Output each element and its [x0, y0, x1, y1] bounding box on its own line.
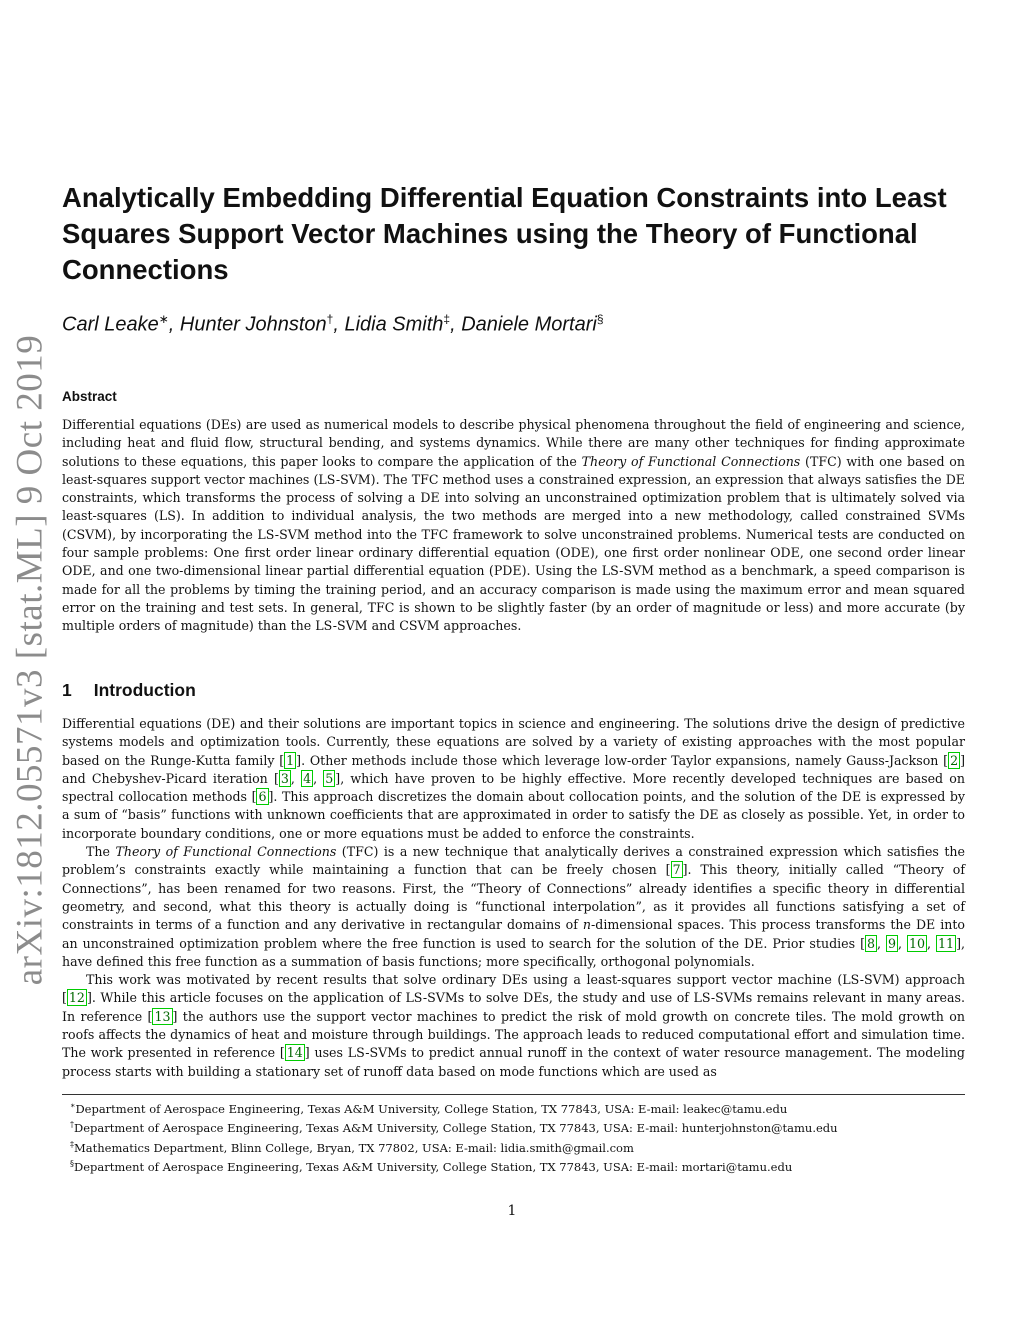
paragraph-text: uses LS-SVMs to predict annual runoff in the context of water resource management. The modeling process starts with building a stationary set of runoff data based on mode functions which are used as — [62, 1045, 965, 1079]
paragraph-text: . This approach discretizes the domain about collocation points, and the solution of the DE is expressed by a sum of “basis” functions with unknown coefficients that are approximated in order to satisfy the DE as closely as possible. Yet, in order to incorporate boundary conditions, one or more equations must be added to enforce the constraints. — [62, 789, 965, 841]
footnote-mark: † — [70, 1120, 74, 1130]
abstract-emphasis: Theory of Functional Connections — [581, 453, 801, 469]
author-mark: ‡ — [443, 312, 451, 326]
paragraph-text: (TFC) is a new technique that analytically derives a constrained expression which satisfies the problem’s constraints exactly while maintaining a function that can be freely chosen — [62, 844, 965, 878]
paragraph-text: . This theory, initially called “Theory of Connections”, has been renamed for two reasons. First, the “Theory of Connections” already identifies a specific theory in differential geometry, and second, what this theory is actually doing is “functional interpolation”, as it provides all functions satisfying a set of constraints in terms of a function and any derivative in rectangular domains of — [62, 862, 965, 933]
citation-link[interactable]: 9 — [888, 935, 897, 951]
introduction-body — [62, 715, 965, 1081]
footnote — [62, 1137, 965, 1156]
abstract-text: (TFC) with one based on least-squares support vector machines (LS-SVM). The TFC method uses a constrained expression, an expression that always satisfies the DE constraints, which transforms the process of solving a DE into solving an unconstrained optimization problem that is ultimately solved via least-squares (LS). In addition to individual analysis, the two methods are merged into a new methodology, called constrained SVMs (CSVM), by incorporating the LS-SVM method into the TFC framework to solve unconstrained problems. Numerical tests are conducted on four sample problems: One first order linear ordinary differential equation (ODE), one first order nonlinear ODE, one second order linear ODE, and one two-dimensional linear partial differential equation (PDE). Using the LS-SVM method as a benchmark, a speed comparison is made for all the problems by timing the training period, and an accuracy comparison is made using the maximum error and mean squared error on the training and test sets. In general, TFC is shown to be slightly faster (by an order of magnitude or less) and more accurate (by multiple orders of magnitude) than the LS-SVM and CSVM approaches. — [62, 453, 965, 634]
footnote-text: Mathematics Department, Blinn College, Bryan, TX 77802, USA: E-mail: lidia.smith@gmail.com — [74, 1140, 634, 1155]
footnote-mark: ‡ — [70, 1139, 74, 1149]
arxiv-stamp — [0, 334, 60, 986]
footnote-text: Department of Aerospace Engineering, Texas A&M University, College Station, TX 77843, USA: E-mail: mortari@tamu.edu — [74, 1159, 793, 1174]
author-mark: ∗ — [158, 312, 169, 326]
paragraph: This work was motivated by recent results that solve ordinary DEs using a least-squares support vector machine (LS-SVM) approach [ 12 ]. While this article focuses on the application of LS-SVMs to solve DEs, the study and use of LS-SVMs remains relevant in many areas. In reference [ 13 ] the authors use the support vector machines to predict the risk of mold growth on concrete tiles. The mold growth on roofs affects the dynamics of heat and moisture through buildings. The approach leads to reduced computational effort and simulation time. The work presented in reference [ 14 ] uses LS-SVMs to predict annual runoff in the context of water resource management. The modeling process starts with building a stationary set of runoff data based on mode functions which are used as — [62, 972, 965, 1079]
author-mark: † — [326, 312, 334, 326]
author-mark: § — [596, 312, 604, 326]
paragraph: Differential equations (DE) and their solutions are important topics in science and engineering. The solutions drive the design of predictive systems models and optimization tools. Currently, these equations are solved by a variety of existing approaches with the most popular based on the Runge-Kutta family [ 1 ]. Other methods include those which leverage low-order Taylor expansions, namely Gauss-Jackson [ 2 ] and Chebyshev-Picard iteration [ 3 , 4 , 5 ], which have proven to be highly effective. More recently developed techniques are based on spectral collocation methods [ 6 ]. This approach discretizes the domain about collocation points, and the solution of the DE is expressed by a sum of “basis” functions with unknown coefficients that are approximated in order to satisfy the DE as closely as possible. Yet, in order to incorporate boundary conditions, one or more equations must be added to enforce the constraints. — [62, 716, 965, 841]
footnotes — [62, 1094, 965, 1175]
abstract-heading: Abstract — [62, 389, 117, 404]
footnote — [62, 1098, 965, 1117]
paragraph-emphasis: Theory of Functional Connections — [115, 844, 337, 860]
citation-link[interactable]: 10 — [909, 935, 926, 951]
citation-link[interactable]: 6 — [258, 789, 267, 805]
citation-link[interactable]: 3 — [280, 770, 289, 786]
abstract-text: Differential equations (DEs) are used as numerical models to describe physical phenomena throughout the field of engineering and science, including heat and fluid flow, structural bending, and systems dynamics. While there are many other techniques for finding approximate solutions to these equations, this paper looks to compare the application of the — [62, 417, 965, 469]
abstract-body — [62, 416, 965, 636]
footnote-text: Department of Aerospace Engineering, Texas A&M University, College Station, TX 77843, USA: E-mail: hunterjohnston@tamu.edu — [74, 1121, 838, 1136]
citation-link[interactable]: 5 — [325, 770, 334, 786]
math-variable: n — [582, 917, 591, 933]
paragraph: The Theory of Functional Connections (TFC) is a new technique that analytically derives a constrained expression which satisfies the problem’s constraints exactly while maintaining a function that can be freely chosen [ 7 ]. This theory, initially called “Theory of Connections”, has been renamed for two reasons. First, the “Theory of Connections” already identifies a specific theory in differential geometry, and second, what this theory is actually doing is “functional interpolation”, as it provides all functions satisfying a set of constraints in terms of a function and any derivative in rectangular domains of n-dimensional spaces. This process transforms the DE into an unconstrained optimization problem where the free function is used to search for the solution of the DE. Prior studies [ 8 , 9 , 10 , 11 ], have defined this free function as a summation of basis functions; more specifically, orthogonal polynomials. — [62, 844, 966, 969]
author-name: Lidia Smith — [344, 313, 444, 336]
footnote — [62, 1156, 965, 1175]
section-number: 1 — [62, 680, 72, 700]
footnote — [62, 1117, 965, 1136]
paragraph-text: The — [86, 844, 116, 860]
paragraph-text: and Chebyshev-Picard iteration — [62, 770, 274, 786]
citation-link[interactable]: 13 — [154, 1008, 171, 1024]
citation-link[interactable]: 7 — [672, 862, 681, 878]
page-number: 1 — [507, 1203, 517, 1219]
footnote-mark: § — [70, 1158, 74, 1168]
author-name: Carl Leake — [62, 313, 159, 336]
citation-link[interactable]: 8 — [866, 935, 875, 951]
author-list: Carl Leake∗, Hunter Johnston†, Lidia Smith‡, Daniele Mortari§ — [62, 312, 604, 336]
citation-link[interactable]: 11 — [938, 935, 955, 951]
citation-link[interactable]: 2 — [950, 752, 959, 768]
paragraph-text: . While this article focuses on the application of LS-SVMs to solve DEs, the study and use of LS-SVMs remains relevant in many areas. In reference — [62, 990, 965, 1024]
citation-link[interactable]: 12 — [68, 990, 85, 1006]
author-name: Daniele Mortari — [461, 313, 597, 336]
paragraph-text: , which have proven to be highly effective. More recently developed techniques are based on spectral collocation methods — [62, 770, 965, 805]
paragraph-text: -dimensional spaces. This process transforms the DE into an unconstrained optimization problem where the free function is used to search for the solution of the DE. Prior studies — [62, 917, 965, 951]
section-heading — [62, 680, 196, 701]
citation-link[interactable]: 1 — [286, 752, 295, 768]
footnote-text: Department of Aerospace Engineering, Texas A&M University, College Station, TX 77843, USA: E-mail: leakec@tamu.edu — [75, 1101, 788, 1116]
author-name: Hunter Johnston — [179, 313, 327, 336]
citation-link[interactable]: 4 — [303, 770, 312, 786]
paragraph-text: the authors use the support vector machines to predict the risk of mold growth on concrete tiles. The mold growth on roofs affects the dynamics of heat and moisture through buildings. The approach leads to reduced computational effort and simulation time. The work presented in reference — [62, 1008, 965, 1061]
paragraph-text: . Other methods include those which leverage low-order Taylor expansions, namely Gauss-Jackson — [301, 752, 944, 768]
arxiv-stamp-text: arXiv:1812.05571v3 [stat.ML] 9 Oct 2019 — [9, 334, 51, 986]
citation-link[interactable]: 14 — [286, 1045, 303, 1061]
paper-title: Analytically Embedding Differential Equation Constraints into Least Squares Support Vector Machines using the Theory of Functional Connections — [62, 182, 947, 285]
footnote-mark: ∗ — [70, 1101, 76, 1110]
paragraph-text: , have defined this free function as a summation of basis functions; more specifically, orthogonal polynomials. — [62, 935, 966, 969]
paragraph-text: Differential equations (DE) and their solutions are important topics in science and engineering. The solutions drive the design of predictive systems models and optimization tools. Currently, these equations are solved by a variety of existing approaches with the most popular based on the Runge-Kutta family — [62, 716, 965, 768]
section-title: Introduction — [93, 680, 196, 700]
paragraph-text: This work was motivated by recent results that solve ordinary DEs using a least-squares support vector machine (LS-SVM) approach — [86, 972, 965, 988]
